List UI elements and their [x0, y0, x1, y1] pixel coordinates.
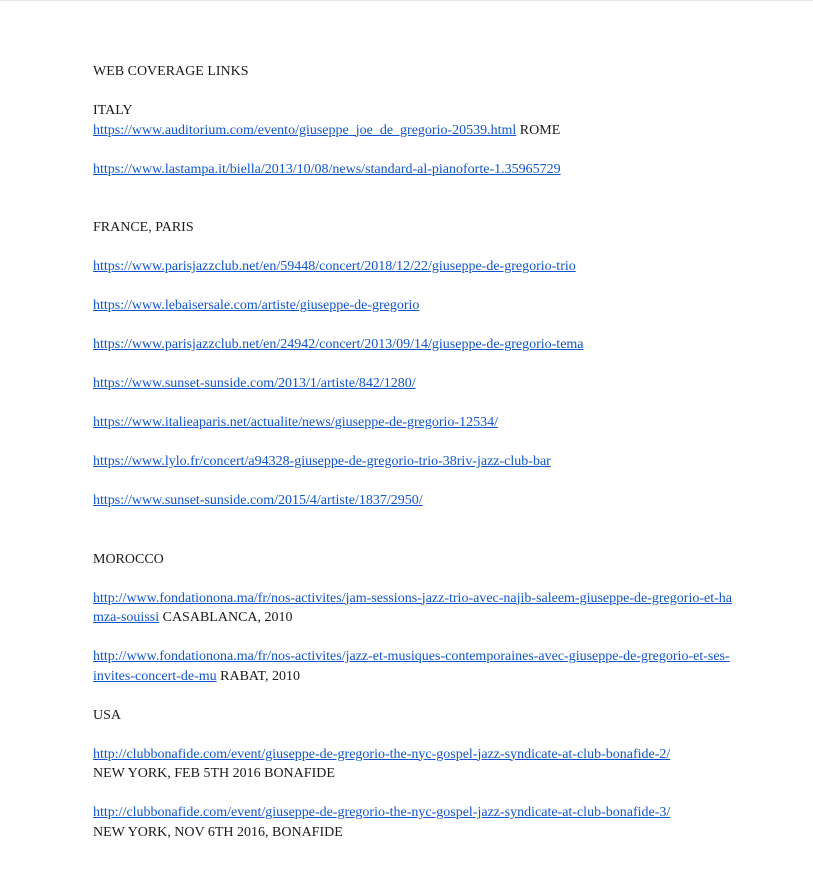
list-item [93, 413, 733, 433]
link-clubbonafide-3[interactable]: http://clubbonafide.com/event/giuseppe-de-gregorio-the-nyc-gospel-jazz-syndicate-at-club-bonafide-3/ [93, 805, 671, 820]
location-note: CASABLANCA, 2010 [162, 610, 293, 625]
section-heading-morocco: MOROCCO [93, 551, 164, 567]
list-item [93, 335, 733, 355]
section-heading-usa: USA [93, 707, 122, 723]
link-italieaparis[interactable]: https://www.italieaparis.net/actualite/news/giuseppe-de-gregorio-12534/ [93, 415, 498, 430]
top-border [0, 0, 813, 1]
location-note: NEW YORK, FEB 5TH 2016 BONAFIDE [93, 766, 335, 781]
link-clubbonafide-2[interactable]: http://clubbonafide.com/event/giuseppe-de-gregorio-the-nyc-gospel-jazz-syndicate-at-club-bonafide-2/ [93, 746, 671, 762]
list-item [93, 491, 733, 511]
list-item [93, 647, 733, 686]
document-title: WEB COVERAGE LINKS [93, 64, 249, 79]
link-lylo[interactable]: https://www.lylo.fr/concert/a94328-giuseppe-de-gregorio-trio-38riv-jazz-club-bar [93, 454, 551, 469]
list-item [93, 452, 733, 472]
link-sunset-sunside-2013[interactable]: https://www.sunset-sunside.com/2013/1/artiste/842/1280/ [93, 376, 416, 391]
link-lebaisersale[interactable]: https://www.lebaisersale.com/artiste/giuseppe-de-gregorio [93, 298, 420, 313]
list-item [93, 589, 733, 628]
list-item [93, 121, 733, 141]
link-parisjazzclub-tema[interactable]: https://www.parisjazzclub.net/en/24942/concert/2013/09/14/giuseppe-de-gregorio-tema [93, 337, 584, 352]
section-heading-italy: ITALY [93, 103, 133, 118]
link-parisjazzclub-trio[interactable]: https://www.parisjazzclub.net/en/59448/concert/2018/12/22/giuseppe-de-gregorio-trio [93, 259, 576, 274]
location-note: RABAT, 2010 [220, 668, 300, 684]
list-item [93, 803, 733, 842]
document-body [93, 62, 733, 842]
location-note: NEW YORK, NOV 6TH 2016, BONAFIDE [93, 824, 343, 840]
link-lastampa[interactable]: https://www.lastampa.it/biella/2013/10/08/news/standard-al-pianoforte-1.35965729 [93, 161, 561, 177]
link-fondationona-jazz-musiques[interactable]: http://www.fondationona.ma/fr/nos-activites/jazz-et-musiques-contemporaines-avec-giuseppe-de-gregorio-et-ses-invites-concert-de-mu [93, 649, 730, 684]
list-item [93, 374, 733, 394]
list-item [93, 296, 733, 316]
list-item [93, 257, 733, 277]
list-item [93, 160, 733, 180]
location-note: ROME [519, 122, 561, 138]
link-auditorium[interactable]: https://www.auditorium.com/evento/giuseppe_joe_de_gregorio-20539.html [93, 122, 517, 138]
link-fondationona-jam-sessions[interactable]: http://www.fondationona.ma/fr/nos-activites/jam-sessions-jazz-trio-avec-najib-saleem-giuseppe-de-gregorio-et-hamza-souissi [93, 590, 732, 625]
section-heading-france: FRANCE, PARIS [93, 220, 194, 235]
link-sunset-sunside-2015[interactable]: https://www.sunset-sunside.com/2015/4/artiste/1837/2950/ [93, 493, 423, 508]
list-item [93, 745, 733, 784]
